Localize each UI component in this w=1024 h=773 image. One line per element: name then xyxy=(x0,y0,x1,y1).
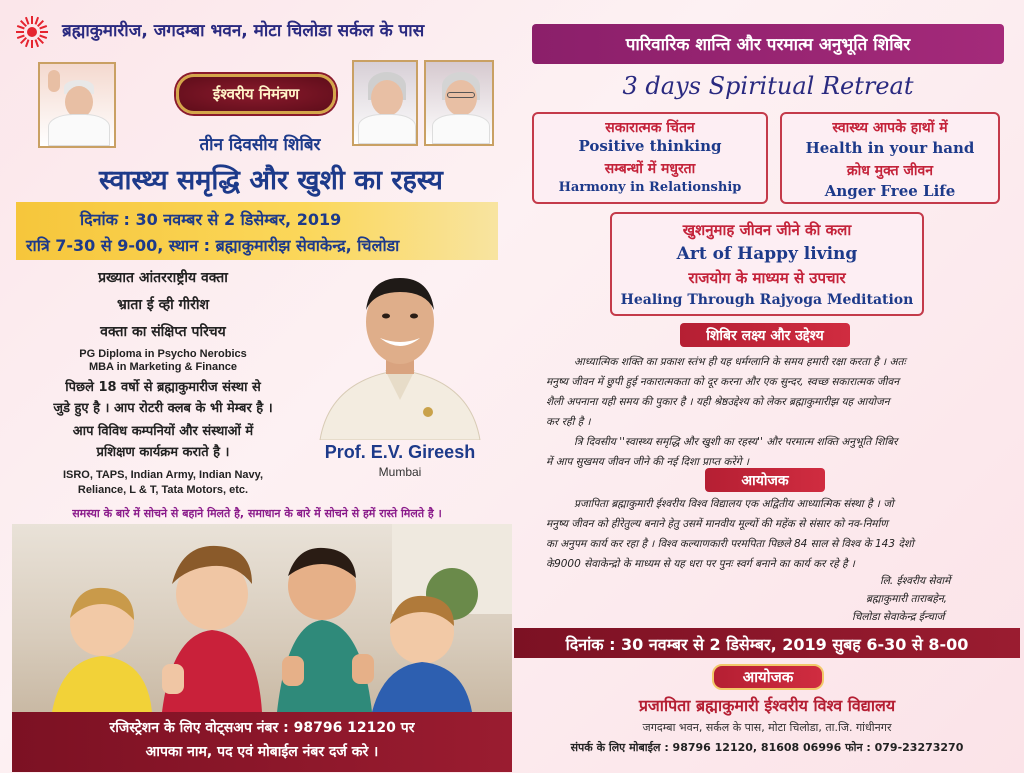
retreat-subtitle: 3 days Spiritual Retreat xyxy=(622,72,914,100)
topic-5-english: Art of Happy living xyxy=(676,244,858,264)
bio-line-1: पिछले 18 वर्षो से ब्रह्माकुमारीज संस्था से xyxy=(65,380,261,395)
clients-line-2: Reliance, L & T, Tata Motors, etc. xyxy=(77,484,249,496)
founder-photo xyxy=(38,62,116,148)
goal-line: त्रि दिवसीय ''स्वास्थ्य समृद्धि और खुशी का रहस्य'' और परमात्म शक्ति अनुभूति शिबिर xyxy=(574,436,898,448)
bio-line-3: आप विविध कम्पनियों और संस्थाओं में xyxy=(72,424,254,439)
goal-line: शैली अपनाना यही समय की पुकार है । यही श्रेष्ठउद्देश्य को लेकर ब्रह्माकुमारीझ यह आयोजन xyxy=(546,396,890,408)
camp-title: स्वास्थ्य समृद्धि और खुशी का रहस्य xyxy=(99,165,443,196)
camp-subtitle: तीन दिवसीय शिबिर xyxy=(199,135,321,155)
organizer-line: के9000 सेवाकेन्द्रो के माध्यम से यह धरा पर पुनः स्वर्ग बनाने का कार्य कर रहे है । xyxy=(546,558,855,570)
speaker-name-english: Prof. E.V. Gireesh xyxy=(324,442,476,462)
happy-family-photo xyxy=(12,524,512,712)
morning-date: दिनांक : 30 नवम्बर से 2 डिसेम्बर, 2019 सुबह 6-30 से 8-00 xyxy=(565,635,969,654)
topic-1-hindi: सकारात्मक चिंतन xyxy=(605,120,695,136)
signature-line: ब्रह्माकुमारी ताराबहेन, xyxy=(866,593,947,605)
signature-line: चिलोडा सेवाकेन्द्र ईन्चार्ज xyxy=(852,611,945,623)
topic-6-english: Healing Through Rajyoga Meditation xyxy=(620,292,914,308)
organizer-line: का अनुपम कार्य कर रहा है । विश्व कल्याणकारी परमपिता पिछले 84 साल से विश्व के 143 देशो xyxy=(546,538,914,550)
bio-line-4: प्रशिक्षण कार्यक्रम कराते है । xyxy=(96,445,230,460)
goal-paragraph xyxy=(546,352,1006,472)
topic-5-hindi: खुशनुमाह जीवन जीने की कला xyxy=(682,221,852,239)
address: जगदम्बा भवन, सर्कल के पास, मोटा चिलोडा, ता.जि. गांधीनगर xyxy=(642,721,892,734)
topic-2-english: Harmony in Relationship xyxy=(558,180,742,195)
organizer-line: प्रजापिता ब्रह्माकुमारी ईश्वरीय विश्व विद्यालय एक अद्वितीय आध्यात्मिक संस्था है । जो xyxy=(574,498,894,510)
organizer-line: मनुष्य जीवन को हीरेतुल्य बनाने हेतु उसमें मानवीय मूल्यों की महेंक से संसार को नव-निर्माण xyxy=(546,518,888,530)
dadi-photo-2 xyxy=(424,60,494,146)
contact-info: संपर्क के लिए मोबाईल : 98796 12120, 81608 06996 फोन : 079-23273270 xyxy=(570,741,964,754)
topic-6-hindi: राजयोग के माध्यम से उपचार xyxy=(688,269,846,287)
organizer-heading: आयोजक xyxy=(705,468,825,492)
organization-line: ब्रह्माकुमारीज, जगदम्बा भवन, मोटा चिलोडा सर्कल के पास xyxy=(62,21,425,41)
event-date: दिनांक : 30 नवम्बर से 2 डिसेम्बर, 2019 xyxy=(80,210,342,229)
goal-line: मनुष्य जीवन में छुपी हुई नकारात्मकता को दूर करना और एक सुन्दर, स्वच्छ सकारात्मक जीवन xyxy=(546,376,900,388)
goal-line: कर रही है । xyxy=(546,416,591,428)
topic-1-english: Positive thinking xyxy=(578,137,722,155)
qualification-2: MBA in Marketing & Finance xyxy=(88,361,238,373)
topic-2-hindi: सम्बन्धों में मधुरता xyxy=(604,161,696,177)
topic-3-hindi: स्वास्थ्य आपके हाथों में xyxy=(832,120,948,136)
registration-line-2: आपका नाम, पद एवं मोबाईल नंबर दर्ज करे । xyxy=(145,744,379,760)
speaker-name-hindi: भ्राता ई व्ही गीरीश xyxy=(116,297,210,313)
motivational-quote: समस्या के बारे में सोचने से बहाने मिलते है, समाधान के बारे में सोचने से हमें रास्ते मिलते है । xyxy=(72,507,442,520)
brahmakumaris-logo-icon xyxy=(14,14,50,50)
speaker-photo xyxy=(300,270,500,440)
topic-4-english: Anger Free Life xyxy=(824,182,956,200)
goal-line: आध्यात्मिक शक्ति का प्रकाश स्तंभ ही यह धर्मग्लानि के समय हमारी रक्षा करता है । अतः xyxy=(574,356,906,368)
goal-line: में आप सुखमय जीवन जीने की नई दिशा प्राप्त करेंगे । xyxy=(546,456,750,468)
university-name: प्रजापिता ब्रह्माकुमारी ईश्वरीय विश्व विद्यालय xyxy=(638,696,896,715)
qualification-1: PG Diploma in Psycho Nerobics xyxy=(79,348,247,360)
speaker-intro-heading: वक्ता का संक्षिप्त परिचय xyxy=(100,324,226,340)
event-time-venue: रात्रि 7-30 से 9-00, स्थान : ब्रह्माकुमारीझ सेवाकेन्द्र, चिलोडा xyxy=(26,236,400,255)
clients-line-1: ISRO, TAPS, Indian Army, Indian Navy, xyxy=(62,469,264,481)
registration-line-1: रजिस्ट्रेशन के लिए वोट्सअप नंबर : 98796 12120 पर xyxy=(109,720,415,736)
speaker-role: प्रख्यात आंतरराष्ट्रीय वक्ता xyxy=(98,270,228,286)
invitation-badge: ईश्वरीय निमंत्रण xyxy=(176,74,336,114)
organizer-paragraph xyxy=(546,494,1006,574)
signature-line: लि. ईश्वरीय सेवामें xyxy=(880,575,951,587)
organizer-label: आयोजक xyxy=(712,664,824,690)
dadi-photo-1 xyxy=(352,60,418,146)
retreat-title: पारिवारिक शान्ति और परमात्म अनुभूति शिबिर xyxy=(625,35,911,55)
topic-4-hindi: क्रोध मुक्त जीवन xyxy=(846,163,934,179)
goal-heading: शिबिर लक्ष्य और उद्देश्य xyxy=(680,323,850,347)
bio-line-2: जुडे हुए है । आप रोटरी क्लब के भी मेम्बर है । xyxy=(53,401,273,416)
signature-block xyxy=(852,572,950,626)
speaker-city: Mumbai xyxy=(378,465,422,479)
topic-3-english: Health in your hand xyxy=(805,139,975,157)
